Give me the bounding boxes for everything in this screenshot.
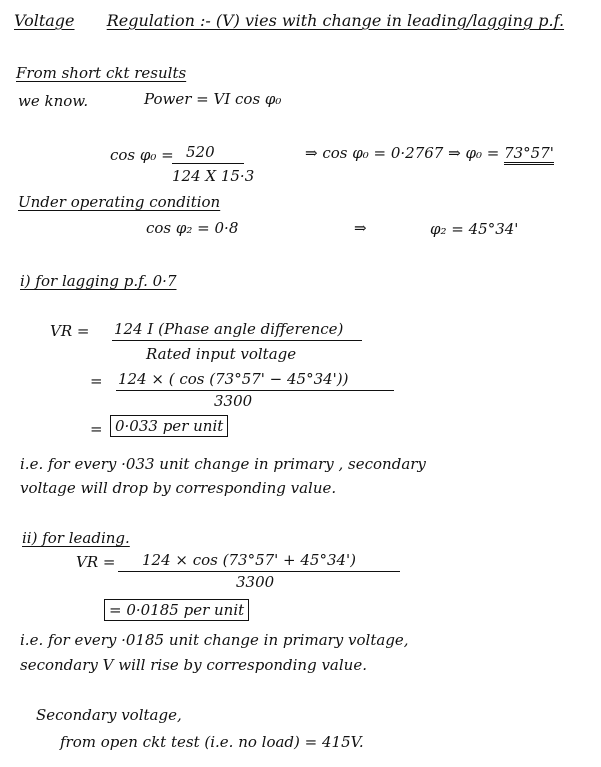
secondary-line: from open ckt test (i.e. no load) = 415V. <box>60 733 364 751</box>
leading-denominator: 3300 <box>236 573 275 591</box>
leading-ie-line1: i.e. for every ·0185 unit change in primary voltage, <box>20 631 409 649</box>
operating-condition-label: Under operating condition <box>18 193 221 211</box>
lagging-numerator2: 124 × ( cos (73°57' − 45°34')) <box>118 370 349 388</box>
lagging-result: 0·033 per unit <box>110 415 228 437</box>
lagging-denominator2: 3300 <box>214 392 253 410</box>
leading-fraction-bar <box>118 571 400 572</box>
operating-arrow: ⇒ <box>354 219 367 237</box>
sc-numerator: 520 <box>186 143 215 161</box>
lagging-numerator: 124 I (Phase angle difference) <box>114 320 344 338</box>
leading-result-box <box>104 601 249 619</box>
heading-title: Voltage <box>14 11 75 30</box>
cos-phi0-label: cos φ₀ = <box>110 146 174 164</box>
leading-heading: ii) for leading. <box>22 529 130 547</box>
power-equation: Power = VI cos φ₀ <box>144 90 282 108</box>
lagging-ie-line1: i.e. for every ·033 unit change in primary , secondary <box>20 455 426 473</box>
lagging-heading: i) for lagging p.f. 0·7 <box>20 272 177 290</box>
sc-fraction-bar <box>172 163 244 164</box>
heading-text: Regulation :- (V) vies with change in leading/lagging p.f. <box>106 11 565 30</box>
we-know-text: we know. <box>18 92 89 110</box>
leading-numerator: 124 × cos (73°57' + 45°34') <box>142 551 357 569</box>
operating-cos-equation: cos φ₂ = 0·8 <box>146 219 239 237</box>
lagging-eq3: = <box>90 420 103 438</box>
lagging-denominator: Rated input voltage <box>146 345 297 363</box>
leading-ie-line2: secondary V will rise by corresponding value. <box>20 656 367 674</box>
sc-result: ⇒ cos φ₀ = 0·2767 ⇒ φ₀ = 73°57' <box>305 144 554 162</box>
leading-vr-label: VR = <box>76 553 116 571</box>
sc-denominator: 124 X 15·3 <box>172 167 255 185</box>
sc-result-angle: 73°57' <box>504 144 554 165</box>
lagging-fraction-bar2 <box>116 390 394 391</box>
secondary-heading: Secondary voltage, <box>36 706 182 724</box>
lagging-ie-line2: voltage will drop by corresponding value. <box>20 479 337 497</box>
lagging-result-box <box>110 417 228 435</box>
lagging-vr-label: VR = <box>50 322 90 340</box>
leading-result: = 0·0185 per unit <box>104 599 249 621</box>
short-circuit-intro: From short ckt results <box>16 64 187 82</box>
lagging-eq2: = <box>90 372 103 390</box>
lagging-fraction-bar <box>112 340 362 341</box>
operating-angle: φ₂ = 45°34' <box>430 220 519 238</box>
